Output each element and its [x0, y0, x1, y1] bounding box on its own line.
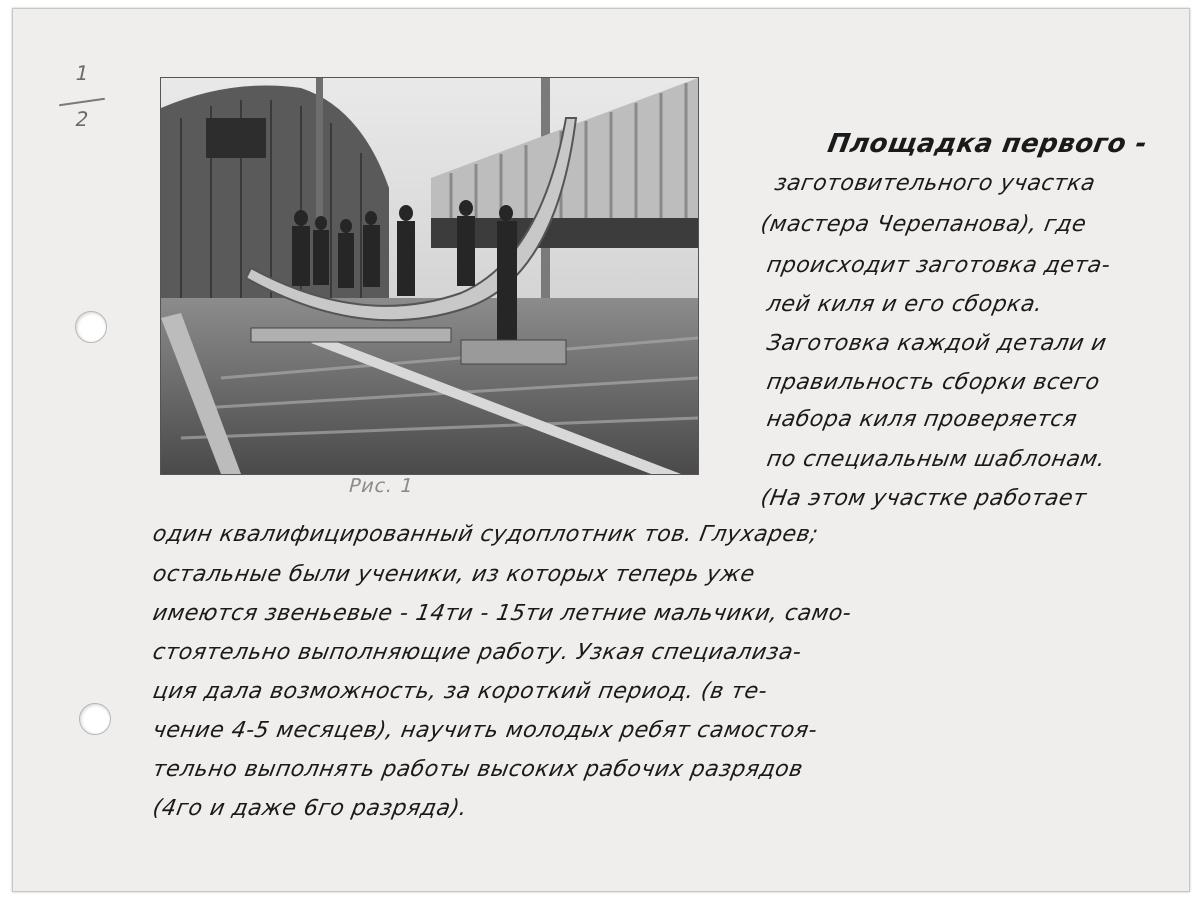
page-number-denominator: 2 [73, 107, 91, 131]
punch-hole-bottom [79, 703, 111, 735]
text-line-15: ция дала возможность, за короткий период. (в те- [150, 679, 770, 704]
text-line-17: тельно выполнять работы высоких рабочих разрядов [150, 757, 805, 782]
photograph [160, 77, 699, 475]
text-line-14: стоятельно выполняющие работу. Узкая специализа- [150, 640, 804, 665]
text-line-13: имеются звеньевые - 14ти - 15ти летние мальчики, само- [150, 601, 854, 626]
text-line-1 [825, 129, 1149, 159]
text-line-11: один квалифицированный судоплотник тов. Глухарев; [150, 522, 821, 547]
figure-caption-mark: Рис. 1 [346, 475, 417, 497]
page-number [57, 61, 107, 141]
page-number-fraction-bar [59, 98, 105, 106]
text-line-1-content: Площадка первого - [825, 129, 1150, 159]
photograph-image [161, 78, 698, 474]
text-line-8: набора киля проверяется [764, 407, 1080, 432]
text-line-5: лей киля и его сборка. [764, 292, 1045, 317]
page-number-numerator: 1 [73, 61, 91, 85]
document-page [12, 8, 1190, 892]
text-line-3: (мастера Черепанова), где [758, 212, 1089, 237]
text-line-4: происходит заготовка дета- [764, 253, 1113, 278]
text-line-2: заготовительного участка [772, 171, 1098, 196]
text-line-18: (4го и даже 6го разряда). [150, 796, 470, 821]
text-line-6: Заготовка каждой детали и [764, 331, 1109, 356]
punch-hole-top [75, 311, 107, 343]
text-line-12: остальные были ученики, из которых теперь уже [150, 562, 757, 587]
text-line-10: (На этом участке работает [758, 486, 1089, 511]
text-line-9: по специальным шаблонам. [764, 447, 1108, 472]
text-line-16: чение 4-5 месяцев), научить молодых ребят самостоя- [150, 718, 820, 743]
text-line-7: правильность сборки всего [764, 370, 1102, 395]
